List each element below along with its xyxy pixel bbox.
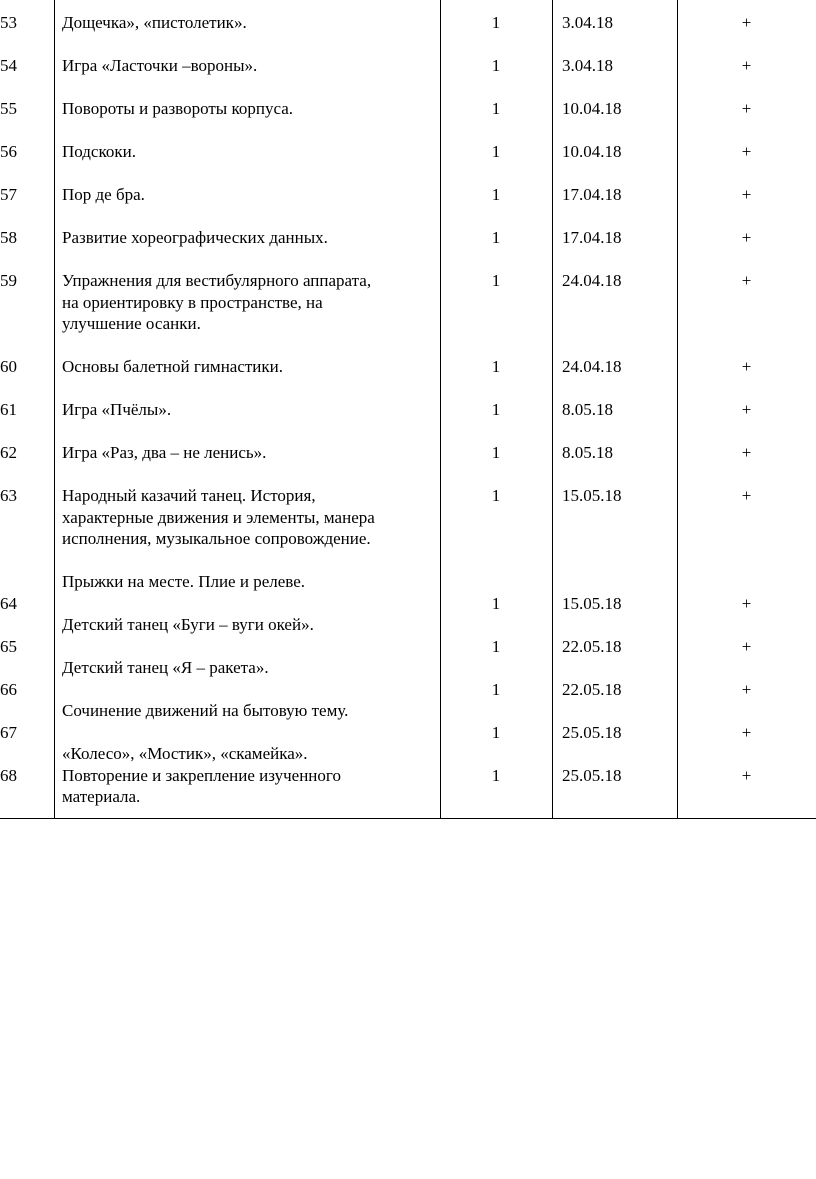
mark-value: + bbox=[741, 99, 752, 118]
mark-value: + bbox=[741, 56, 752, 75]
mark-value: + bbox=[741, 680, 752, 699]
date-value: 8.05.18 bbox=[562, 443, 613, 462]
topic-text: Игра «Ласточки –вороны». bbox=[62, 56, 258, 75]
topic-text: Игра «Пчёлы». bbox=[62, 400, 172, 419]
topic-text: Основы балетной гимнастики. bbox=[62, 357, 284, 376]
row-number: 60 bbox=[0, 357, 17, 376]
topic-text: Прыжки на месте. Плие и релеве. bbox=[62, 572, 305, 591]
hours-value: 1 bbox=[491, 443, 501, 462]
mark-value: + bbox=[741, 228, 752, 247]
hours-value: 1 bbox=[491, 56, 501, 75]
row-number: 67 bbox=[0, 723, 17, 742]
hours-value: 1 bbox=[491, 723, 501, 742]
hours-value: 1 bbox=[491, 400, 501, 419]
date-value: 22.05.18 bbox=[562, 637, 622, 656]
date-value: 10.04.18 bbox=[562, 142, 622, 161]
hours-value: 1 bbox=[491, 142, 501, 161]
topic-text: Подскоки. bbox=[62, 142, 136, 161]
hours-value: 1 bbox=[491, 228, 501, 247]
column-divider bbox=[552, 0, 553, 818]
row-number: 59 bbox=[0, 271, 17, 290]
date-value: 22.05.18 bbox=[562, 680, 622, 699]
date-value: 3.04.18 bbox=[562, 13, 613, 32]
topic-text: исполнения, музыкальное сопровождение. bbox=[62, 529, 371, 548]
topic-text: Пор де бра. bbox=[62, 185, 145, 204]
mark-value: + bbox=[741, 723, 752, 742]
column-divider bbox=[54, 0, 55, 818]
topic-text: Повторение и закрепление изученного bbox=[62, 765, 341, 785]
date-value: 25.05.18 bbox=[562, 723, 622, 742]
topic-text: «Колесо», «Мостик», «скамейка». bbox=[62, 744, 308, 763]
date-value: 17.04.18 bbox=[562, 185, 622, 204]
topic-text: улучшение осанки. bbox=[62, 314, 201, 333]
mark-value: + bbox=[741, 142, 752, 161]
date-value: 17.04.18 bbox=[562, 228, 622, 247]
row-number: 62 bbox=[0, 443, 17, 462]
mark-value: + bbox=[741, 271, 752, 290]
row-number: 66 bbox=[0, 680, 17, 699]
row-number: 65 bbox=[0, 637, 17, 656]
topic-text: материала. bbox=[62, 787, 141, 806]
date-value: 25.05.18 bbox=[562, 766, 622, 785]
topic-text: Повороты и развороты корпуса. bbox=[62, 99, 294, 118]
date-value: 24.04.18 bbox=[562, 357, 622, 376]
hours-value: 1 bbox=[491, 13, 501, 32]
mark-value: + bbox=[741, 357, 752, 376]
hours-value: 1 bbox=[491, 680, 501, 699]
hours-value: 1 bbox=[491, 271, 501, 290]
topic-text: Народный казачий танец. История, bbox=[62, 486, 316, 505]
mark-value: + bbox=[741, 13, 752, 32]
topic-text: на ориентировку в пространстве, на bbox=[62, 292, 323, 312]
row-number: 54 bbox=[0, 56, 17, 75]
date-value: 15.05.18 bbox=[562, 594, 622, 613]
hours-value: 1 bbox=[491, 766, 501, 785]
hours-value: 1 bbox=[491, 594, 501, 613]
mark-value: + bbox=[741, 185, 752, 204]
row-number: 57 bbox=[0, 185, 17, 204]
row-number: 68 bbox=[0, 766, 17, 785]
hours-value: 1 bbox=[491, 637, 501, 656]
row-number: 63 bbox=[0, 486, 17, 505]
topic-text: Детский танец «Буги – вуги окей». bbox=[62, 615, 314, 634]
topic-text: Игра «Раз, два – не ленись». bbox=[62, 443, 267, 462]
date-value: 15.05.18 bbox=[562, 486, 622, 505]
mark-value: + bbox=[741, 594, 752, 613]
row-number: 61 bbox=[0, 400, 17, 419]
row-number: 56 bbox=[0, 142, 17, 161]
row-number: 64 bbox=[0, 594, 17, 613]
topic-text: Дощечка», «пистолетик». bbox=[62, 13, 247, 32]
topic-text: Упражнения для вестибулярного аппарата, bbox=[62, 271, 372, 290]
hours-value: 1 bbox=[491, 99, 501, 118]
row-number: 53 bbox=[0, 13, 17, 32]
date-value: 24.04.18 bbox=[562, 271, 622, 290]
topic-text: Развитие хореографических данных. bbox=[62, 228, 328, 247]
mark-value: + bbox=[741, 766, 752, 785]
date-value: 10.04.18 bbox=[562, 99, 622, 118]
row-number: 55 bbox=[0, 99, 17, 118]
date-value: 3.04.18 bbox=[562, 56, 613, 75]
mark-value: + bbox=[741, 443, 752, 462]
topic-text: Сочинение движений на бытовую тему. bbox=[62, 701, 349, 720]
mark-value: + bbox=[741, 486, 752, 505]
mark-value: + bbox=[741, 637, 752, 656]
topic-text: характерные движения и элементы, манера bbox=[62, 507, 375, 527]
hours-value: 1 bbox=[491, 185, 501, 204]
hours-value: 1 bbox=[491, 357, 501, 376]
date-value: 8.05.18 bbox=[562, 400, 613, 419]
hours-value: 1 bbox=[491, 486, 501, 505]
row-number: 58 bbox=[0, 228, 17, 247]
topic-text: Детский танец «Я – ракета». bbox=[62, 658, 269, 677]
mark-value: + bbox=[741, 400, 752, 419]
